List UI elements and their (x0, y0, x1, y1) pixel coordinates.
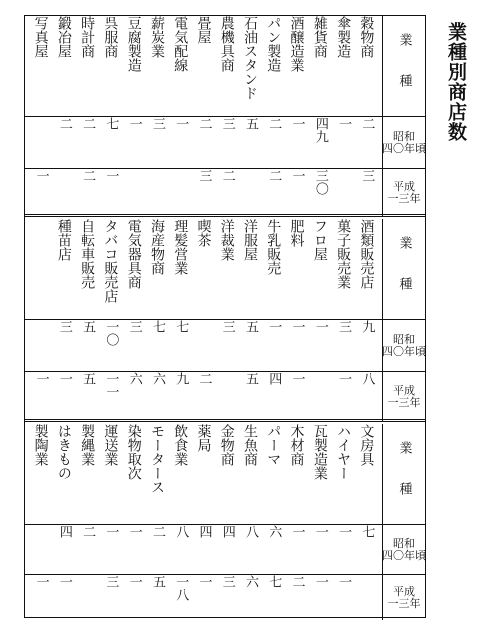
store-count-cell (308, 169, 331, 217)
store-count-cell (99, 575, 122, 620)
store-count-cell (52, 169, 75, 217)
showa-40-row (25, 319, 425, 372)
store-count-cell (145, 117, 168, 169)
store-count-cell (76, 320, 99, 372)
store-count-cell (238, 320, 261, 372)
store-count-cell (238, 372, 261, 422)
store-count-cell (355, 525, 378, 575)
store-count-cell (238, 117, 261, 169)
business-type-cell (122, 219, 145, 319)
business-type-cell (52, 16, 75, 116)
store-count-cell (285, 320, 308, 372)
cell-text: 二 (266, 117, 282, 130)
business-type-cell (262, 16, 285, 116)
cell-text: 二 (359, 117, 375, 130)
business-type-cell (308, 219, 331, 319)
store-count-cell (262, 169, 285, 217)
store-count-cell (285, 575, 308, 620)
business-type-cell (285, 424, 308, 524)
table-section-3 (25, 421, 425, 619)
cell-text: 三 (149, 117, 165, 130)
cell-text: 一 (33, 169, 49, 182)
cell-text: 四 (56, 525, 72, 538)
cell-text: 九 (173, 372, 189, 385)
cell-text: 二 (149, 525, 165, 538)
business-type-cell (331, 424, 354, 524)
cell-text: 一 (126, 575, 142, 588)
store-count-cell (355, 575, 378, 620)
cell-text: 一 (289, 320, 305, 333)
showa-40-cells (25, 525, 382, 575)
cell-text: 木材商 (288, 424, 305, 466)
cell-text: 菓子販売業 (335, 219, 352, 289)
store-count-cell (308, 525, 331, 575)
cell-text: ハイヤー (335, 424, 352, 480)
cell-text: 石油スタンド (242, 16, 259, 100)
cell-text: 一 (289, 117, 305, 130)
cell-text: 一 (103, 169, 119, 182)
store-count-cell (169, 372, 192, 422)
store-count-cell (308, 372, 331, 422)
store-count-cell (331, 117, 354, 169)
page-title: 業種別商店数 (445, 22, 467, 142)
store-count-cell (285, 169, 308, 217)
store-count-cell (192, 525, 215, 575)
business-type-cell (192, 424, 215, 524)
business-type-cell (99, 219, 122, 319)
business-type-cell (215, 16, 238, 116)
cell-text: 三 (126, 320, 142, 333)
heisei-13-cells (25, 169, 382, 217)
cell-text: 五 (80, 320, 96, 333)
store-count-cell (29, 372, 52, 422)
cell-text: 五 (243, 117, 259, 130)
business-type-cell (238, 16, 261, 116)
store-count-cell (308, 575, 331, 620)
showa-40-row (25, 524, 425, 575)
cell-text: 七 (173, 320, 189, 333)
cell-text: 二 (196, 372, 212, 385)
cell-text: 酒醸造業 (288, 16, 305, 72)
store-count-cell (285, 117, 308, 169)
cell-text: 三 (196, 169, 212, 182)
business-type-cell (122, 424, 145, 524)
store-count-cell (99, 525, 122, 575)
cell-text: 一 (312, 575, 328, 588)
business-type-cell (331, 219, 354, 319)
store-count-cell (76, 169, 99, 217)
business-type-cell (308, 424, 331, 524)
cell-text: 一 (173, 117, 189, 130)
store-count-cell (52, 320, 75, 372)
cell-text: 時計商 (79, 16, 96, 58)
showa-40-cells (25, 117, 382, 169)
cell-text: 四 (219, 525, 235, 538)
business-type-cell (145, 219, 168, 319)
cell-text: 三 (336, 320, 352, 333)
store-count-cell (99, 117, 122, 169)
cell-text: 一 (289, 525, 305, 538)
business-type-cell (52, 424, 75, 524)
cell-text: 八 (173, 525, 189, 538)
store-count-cell (122, 575, 145, 620)
cell-text: 一八 (173, 575, 189, 601)
cell-text: 一 (336, 575, 352, 588)
showa-40-header: 昭和 四〇年頃 (382, 117, 425, 169)
cell-text: 一 (33, 372, 49, 385)
cell-text: 三 (359, 169, 375, 182)
cell-text: 喫茶 (195, 219, 212, 247)
store-count-cell (145, 169, 168, 217)
cell-text: 二 (56, 117, 72, 130)
store-count-cell (355, 372, 378, 422)
cell-text: 七 (149, 320, 165, 333)
cell-text: 傘製造 (335, 16, 352, 58)
heisei-13-header: 平成 一三年 (382, 575, 425, 620)
cell-text: タバコ販売店 (102, 219, 119, 303)
cell-text: 肥料 (288, 219, 305, 247)
store-count-cell (215, 117, 238, 169)
cell-text: 豆腐製造 (125, 16, 142, 72)
heisei-13-row (25, 371, 425, 422)
cell-text: 生魚商 (242, 424, 259, 466)
store-count-cell (238, 169, 261, 217)
cell-text: 染物取次 (125, 424, 142, 480)
cell-text: 製縄業 (79, 424, 96, 466)
cell-text: 三 (219, 320, 235, 333)
heisei-13-header: 平成 一三年 (382, 372, 425, 422)
cell-text: 九 (359, 320, 375, 333)
cell-text: 製陶業 (32, 424, 49, 466)
cell-text: 五 (243, 320, 259, 333)
cell-text: 畳屋 (195, 16, 212, 44)
business-type-cell (29, 424, 52, 524)
store-count-cell (331, 525, 354, 575)
store-count-cell (262, 117, 285, 169)
cell-text: 電気配線 (172, 16, 189, 72)
store-count-cell (76, 525, 99, 575)
cell-text: 一 (196, 575, 212, 588)
business-type-cell (285, 16, 308, 116)
showa-40-cells (25, 320, 382, 372)
cell-text: 一 (266, 320, 282, 333)
cell-text: 海産物商 (148, 219, 165, 275)
business-type-cell (238, 219, 261, 319)
store-count-cell (331, 372, 354, 422)
business-type-cell (52, 219, 75, 319)
cell-text: 六 (243, 575, 259, 588)
cell-text: 四九 (312, 117, 328, 143)
cell-text: 電気器具商 (125, 219, 142, 289)
business-type-cell (262, 219, 285, 319)
cell-text: 金物商 (218, 424, 235, 466)
business-type-cell (238, 424, 261, 524)
store-count-cell (331, 320, 354, 372)
store-count-cell (308, 320, 331, 372)
cell-text: 一 (312, 320, 328, 333)
table-section-1 (25, 16, 425, 216)
cell-text: 穀物商 (358, 16, 375, 58)
cell-text: フロ屋 (311, 219, 328, 261)
store-count-cell (285, 372, 308, 422)
store-count-cell (308, 117, 331, 169)
cell-text: 理髪営業 (172, 219, 189, 275)
cell-text: はきもの (55, 424, 72, 480)
store-count-cell (355, 320, 378, 372)
cell-text: 一 (126, 117, 142, 130)
business-type-cell (169, 219, 192, 319)
store-count-cell (331, 169, 354, 217)
cell-text: 二 (80, 169, 96, 182)
business-type-cell (215, 219, 238, 319)
cell-text: 写真屋 (32, 16, 49, 58)
cell-text: 二 (266, 169, 282, 182)
cell-text: 六 (266, 525, 282, 538)
cell-text: 一 (336, 525, 352, 538)
cell-text: 一 (336, 372, 352, 385)
heisei-13-row (25, 168, 425, 217)
cell-text: 一 (126, 525, 142, 538)
cell-text: 一 (289, 169, 305, 182)
business-type-cell (122, 16, 145, 116)
store-count-cell (122, 525, 145, 575)
cell-text: 七 (103, 117, 119, 130)
store-count-cell (122, 169, 145, 217)
business-type-cell (169, 16, 192, 116)
cell-text: 一 (289, 372, 305, 385)
store-count-cell (122, 117, 145, 169)
store-count-cell (192, 575, 215, 620)
store-count-cell (29, 525, 52, 575)
business-type-row (25, 424, 425, 524)
cell-text: 三 (103, 575, 119, 588)
cell-text: 自転車販売 (79, 219, 96, 289)
cell-text: 酒類販売店 (358, 219, 375, 289)
cell-text: 一 (336, 117, 352, 130)
showa-40-header: 昭和 四〇年頃 (382, 525, 425, 575)
store-count-cell (29, 575, 52, 620)
store-count-table (24, 15, 426, 618)
store-count-cell (76, 372, 99, 422)
business-type-cell (192, 219, 215, 319)
business-type-cell (145, 424, 168, 524)
store-count-cell (122, 372, 145, 422)
cell-text: 文房具 (358, 424, 375, 466)
cell-text: 三 (56, 320, 72, 333)
business-type-cell (355, 16, 378, 116)
heisei-13-header: 平成 一三年 (382, 169, 425, 217)
cell-text: 七 (266, 575, 282, 588)
cell-text: 雑貨商 (311, 16, 328, 58)
store-count-cell (192, 320, 215, 372)
cell-text: 七 (359, 525, 375, 538)
cell-text: 八 (359, 372, 375, 385)
cell-text: モータース (148, 424, 165, 494)
store-count-cell (331, 575, 354, 620)
showa-40-header: 昭和 四〇年頃 (382, 320, 425, 372)
cell-text: 薬局 (195, 424, 212, 452)
cell-text: 二 (80, 525, 96, 538)
cell-text: 二 (289, 575, 305, 588)
store-count-cell (355, 117, 378, 169)
business-type-cell (169, 424, 192, 524)
business-type-cell (285, 219, 308, 319)
cell-text: パーマ (265, 424, 282, 466)
cell-text: 瓦製造業 (311, 424, 328, 480)
store-count-cell (52, 117, 75, 169)
business-type-header: 業 種 (382, 16, 425, 116)
business-type-cell (355, 424, 378, 524)
store-count-cell (215, 169, 238, 217)
store-count-cell (76, 117, 99, 169)
business-type-cells (25, 16, 382, 116)
cell-text: 一 (33, 575, 49, 588)
store-count-cell (29, 320, 52, 372)
business-type-cell (192, 16, 215, 116)
store-count-cell (169, 575, 192, 620)
cell-text: 六 (126, 372, 142, 385)
cell-text: 一〇 (103, 320, 119, 346)
cell-text: 四 (266, 372, 282, 385)
business-type-cell (262, 424, 285, 524)
store-count-cell (262, 372, 285, 422)
business-type-cell (29, 16, 52, 116)
store-count-cell (99, 372, 122, 422)
business-type-cell (355, 219, 378, 319)
business-type-row (25, 16, 425, 116)
store-count-cell (285, 525, 308, 575)
store-count-cell (169, 525, 192, 575)
cell-text: 四 (196, 525, 212, 538)
cell-text: 一一 (103, 372, 119, 398)
cell-text: 呉服商 (102, 16, 119, 58)
store-count-cell (76, 575, 99, 620)
store-count-cell (215, 320, 238, 372)
store-count-cell (355, 169, 378, 217)
cell-text: 一 (103, 525, 119, 538)
cell-text: 鍛冶屋 (55, 16, 72, 58)
cell-text: 二 (196, 117, 212, 130)
business-type-row (25, 219, 425, 319)
business-type-cells (25, 424, 382, 524)
business-type-cells (25, 219, 382, 319)
business-type-cell (76, 16, 99, 116)
cell-text: 運送業 (102, 424, 119, 466)
cell-text: 飲食業 (172, 424, 189, 466)
store-count-cell (169, 169, 192, 217)
cell-text: 洋服屋 (242, 219, 259, 261)
store-count-cell (262, 320, 285, 372)
cell-text: 牛乳販売 (265, 219, 282, 275)
store-count-cell (52, 525, 75, 575)
cell-text: 一 (312, 525, 328, 538)
store-count-cell (29, 117, 52, 169)
business-type-header: 業 種 (382, 219, 425, 319)
store-count-cell (215, 575, 238, 620)
store-count-cell (262, 525, 285, 575)
store-count-cell (122, 320, 145, 372)
store-count-cell (215, 372, 238, 422)
store-count-cell (99, 169, 122, 217)
store-count-cell (192, 372, 215, 422)
heisei-13-cells (25, 575, 382, 620)
cell-text: 二 (219, 169, 235, 182)
store-count-cell (52, 372, 75, 422)
store-count-cell (169, 117, 192, 169)
business-type-cell (29, 219, 52, 319)
store-count-cell (169, 320, 192, 372)
showa-40-row (25, 116, 425, 169)
store-count-cell (238, 575, 261, 620)
business-type-cell (99, 424, 122, 524)
store-count-cell (52, 575, 75, 620)
cell-text: 三〇 (312, 169, 328, 195)
cell-text: 六 (149, 372, 165, 385)
cell-text: 一 (56, 575, 72, 588)
store-count-cell (145, 372, 168, 422)
cell-text: 三 (219, 575, 235, 588)
table-section-2 (25, 216, 425, 421)
store-count-cell (262, 575, 285, 620)
heisei-13-cells (25, 372, 382, 422)
cell-text: 五 (80, 372, 96, 385)
store-count-cell (145, 525, 168, 575)
cell-text: パン製造 (265, 16, 282, 72)
business-type-cell (331, 16, 354, 116)
cell-text: 二 (80, 117, 96, 130)
store-count-cell (145, 320, 168, 372)
cell-text: 薪炭業 (148, 16, 165, 58)
cell-text: 三 (219, 117, 235, 130)
cell-text: 八 (243, 525, 259, 538)
cell-text: 五 (149, 575, 165, 588)
store-count-cell (145, 575, 168, 620)
store-count-cell (99, 320, 122, 372)
store-count-cell (238, 525, 261, 575)
cell-text: 一 (56, 372, 72, 385)
cell-text: 五 (243, 372, 259, 385)
heisei-13-row (25, 574, 425, 620)
cell-text: 種苗店 (55, 219, 72, 261)
business-type-cell (215, 424, 238, 524)
cell-text: 洋裁業 (218, 219, 235, 261)
store-count-cell (215, 525, 238, 575)
business-type-cell (308, 16, 331, 116)
store-count-cell (192, 117, 215, 169)
cell-text: 農機具商 (218, 16, 235, 72)
business-type-cell (145, 16, 168, 116)
store-count-cell (29, 169, 52, 217)
business-type-header: 業 種 (382, 424, 425, 524)
business-type-cell (76, 424, 99, 524)
business-type-cell (99, 16, 122, 116)
business-type-cell (76, 219, 99, 319)
store-count-cell (192, 169, 215, 217)
